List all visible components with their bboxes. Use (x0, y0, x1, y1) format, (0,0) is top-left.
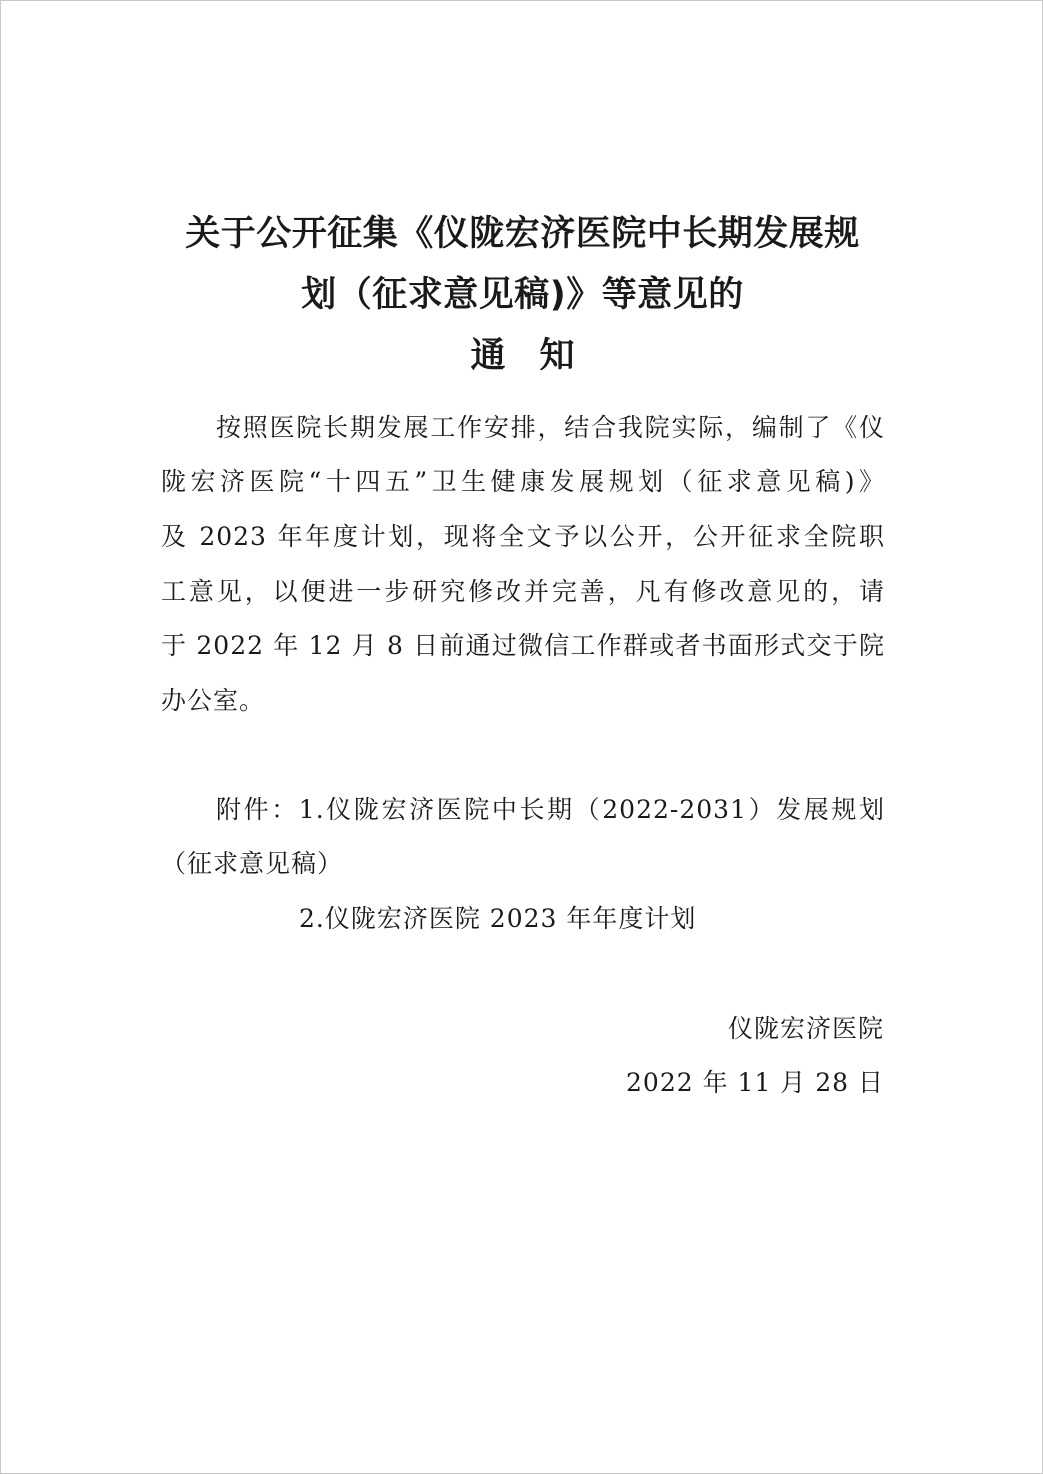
body-line-5: 于 2022 年 12 月 8 日前通过微信工作群或者书面形式交于院 (161, 631, 885, 660)
body-line-4: 工意见，以便进一步研究修改并完善，凡有修改意见的，请 (161, 577, 885, 606)
body-line-2: 陇宏济医院“十四五”卫生健康发展规划（征求意见稿)》 (161, 467, 885, 496)
title-line-1: 关于公开征集《仪陇宏济医院中长期发展规 (185, 214, 860, 254)
title-line-3: 通知 (470, 336, 609, 376)
body-line-6: 办公室。 (161, 686, 266, 715)
signature-organization: 仪陇宏济医院 (727, 1014, 884, 1043)
attachment-line-2: （征求意见稿） (161, 849, 344, 878)
body-line-3: 及 2023 年年度计划，现将全文予以公开，公开征求全院职 (161, 522, 885, 551)
attachment-line-1: 附件：1.仪陇宏济医院中长期（2022-2031）发展规划 (216, 795, 885, 824)
attachment-line-3: 2.仪陇宏济医院 2023 年年度计划 (299, 904, 697, 933)
signature-date: 2022 年 11 月 28 日 (626, 1068, 884, 1097)
body-line-1: 按照医院长期发展工作安排，结合我院实际，编制了《仪 (216, 413, 885, 442)
title-line-2: 划（征求意见稿)》等意见的 (301, 275, 744, 315)
